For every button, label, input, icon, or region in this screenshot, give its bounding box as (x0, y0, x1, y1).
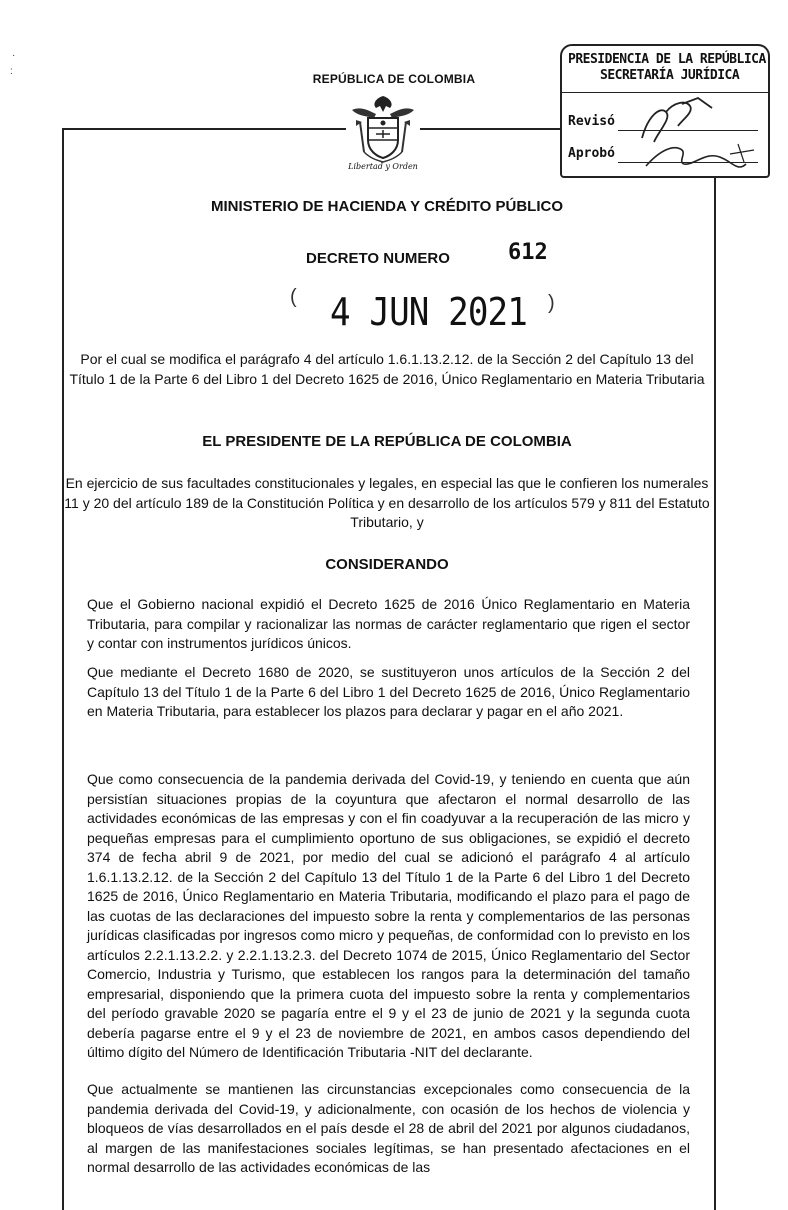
decreto-number: 612 (508, 240, 548, 265)
considerando-paragraph: Que actualmente se mantienen las circunstancias excepcionales como consecuencia de la pandemia derivada del Covid-19, y adicionalmente, con ocasión de los hechos de violencia y bloqueos de vías desarrollados en el país desde el 28 de abril del 2021 por algunos ciudadanos, al margen de las manifestaciones sociales legítimas, se han presentado afectaciones en el normal desarrollo de las actividades económicas de las (87, 1081, 690, 1175)
republic-heading: REPÚBLICA DE COLOMBIA (312, 72, 476, 86)
date-close-mark: ) (548, 292, 555, 314)
approval-stamp (560, 44, 770, 178)
date-open-mark: ( (290, 286, 297, 308)
ministry-heading: MINISTERIO DE HACIENDA Y CRÉDITO PÚBLICO (211, 198, 563, 215)
considerando-paragraph: Que el Gobierno nacional expidió el Decreto 1625 de 2016 Único Reglamentario en Materia Tributaria, para compilar y racionalizar las normas de carácter reglamentario que rigen el sector y contar con instrumentos jurídicos únicos. (87, 596, 690, 651)
considerando-paragraph: Que mediante el Decreto 1680 de 2020, se sustituyeron unos artículos de la Sección 2 del Capítulo 13 del Título 1 de la Parte 6 del Libro 1 del Decreto 1625 de 2016, Único Reglamentario en Materia Tributaria, para establecer los plazos para declarar y pagar en el año 2021. (87, 664, 690, 719)
coat-of-arms-seal (346, 92, 420, 182)
stamp-aprobo-label: Aprobó (568, 146, 615, 161)
stamp-reviso-label: Revisó (568, 114, 615, 129)
handwritten-initials (562, 46, 768, 176)
decree-subject: Por el cual se modifica el parágrafo 4 del artículo 1.6.1.13.2.12. de la Sección 2 del Capítulo 13 del Título 1 de la Parte 6 del Libro 1 del Decreto 1625 de 2016, Único Reglamentario en Materia Tributaria (69, 351, 705, 387)
considerando-paragraph: Que como consecuencia de la pandemia derivada del Covid-19, y teniendo en cuenta que aún persistían situaciones propias de la coyuntura que afectaron el normal desarrollo de las actividades económicas de las empresas y con el fin coadyuvar a la recuperación de las micro y pequeñas empresas para el cumplimiento oportuno de sus obligaciones, se expidió el decreto 374 de fecha abril 9 de 2021, por medio del cual se adicionó el parágrafo 4 al artículo 1.6.1.13.2.12. de la Sección 2 del Capítulo 13 del Título 1 de la Parte 6 del Libro 1 del Decreto 1625 de 2016, Único Reglamentario en Materia Tributaria, modificando el plazo para el pago de las cuotas de las declaraciones del impuesto sobre la renta y complementarios de las personas jurídicas clasificadas por ingresos como micro y pequeñas, de conformidad con lo previsto en los artículos 2.2.1.13.2.2. y 2.2.1.13.2.3. del Decreto 1074 de 2015, Único Reglamentario del Sector Comercio, Industria y Turismo, que establecen los rangos para la determinación del tamaño empresarial, disponiendo que la primera cuota del impuesto sobre la renta y complementarios del período gravable 2020 se pagaría entre el 9 y el 23 de junio de 2021 y la segunda cuota debería pagarse entre el 9 y el 23 de noviembre de 2021, en ambos casos dependiendo del último dígito del Número de Identificación Tributaria -NIT del declarante. (87, 771, 690, 1060)
stamp-presidencia: PRESIDENCIA DE LA REPÚBLICA (568, 52, 766, 67)
considerando-heading: CONSIDERANDO (325, 556, 449, 573)
stamp-secretaria: SECRETARÍA JURÍDICA (600, 68, 740, 83)
legal-powers-clause: En ejercicio de sus facultades constitucionales y legales, en especial las que le confieren los numerales 11 y 20 del artículo 189 de la Constitución Política y en desarrollo de los artículos 579 y 811 del Estatuto Tributario, y (64, 475, 710, 530)
date-stamp: 4 JUN 2021 (330, 290, 527, 334)
scan-speck: : (10, 66, 13, 77)
scan-speck: · (12, 50, 16, 61)
seal-motto: Libertad y Orden (348, 162, 418, 171)
president-heading: EL PRESIDENTE DE LA REPÚBLICA DE COLOMBIA (202, 433, 572, 450)
decreto-label: DECRETO NUMERO (306, 250, 450, 267)
